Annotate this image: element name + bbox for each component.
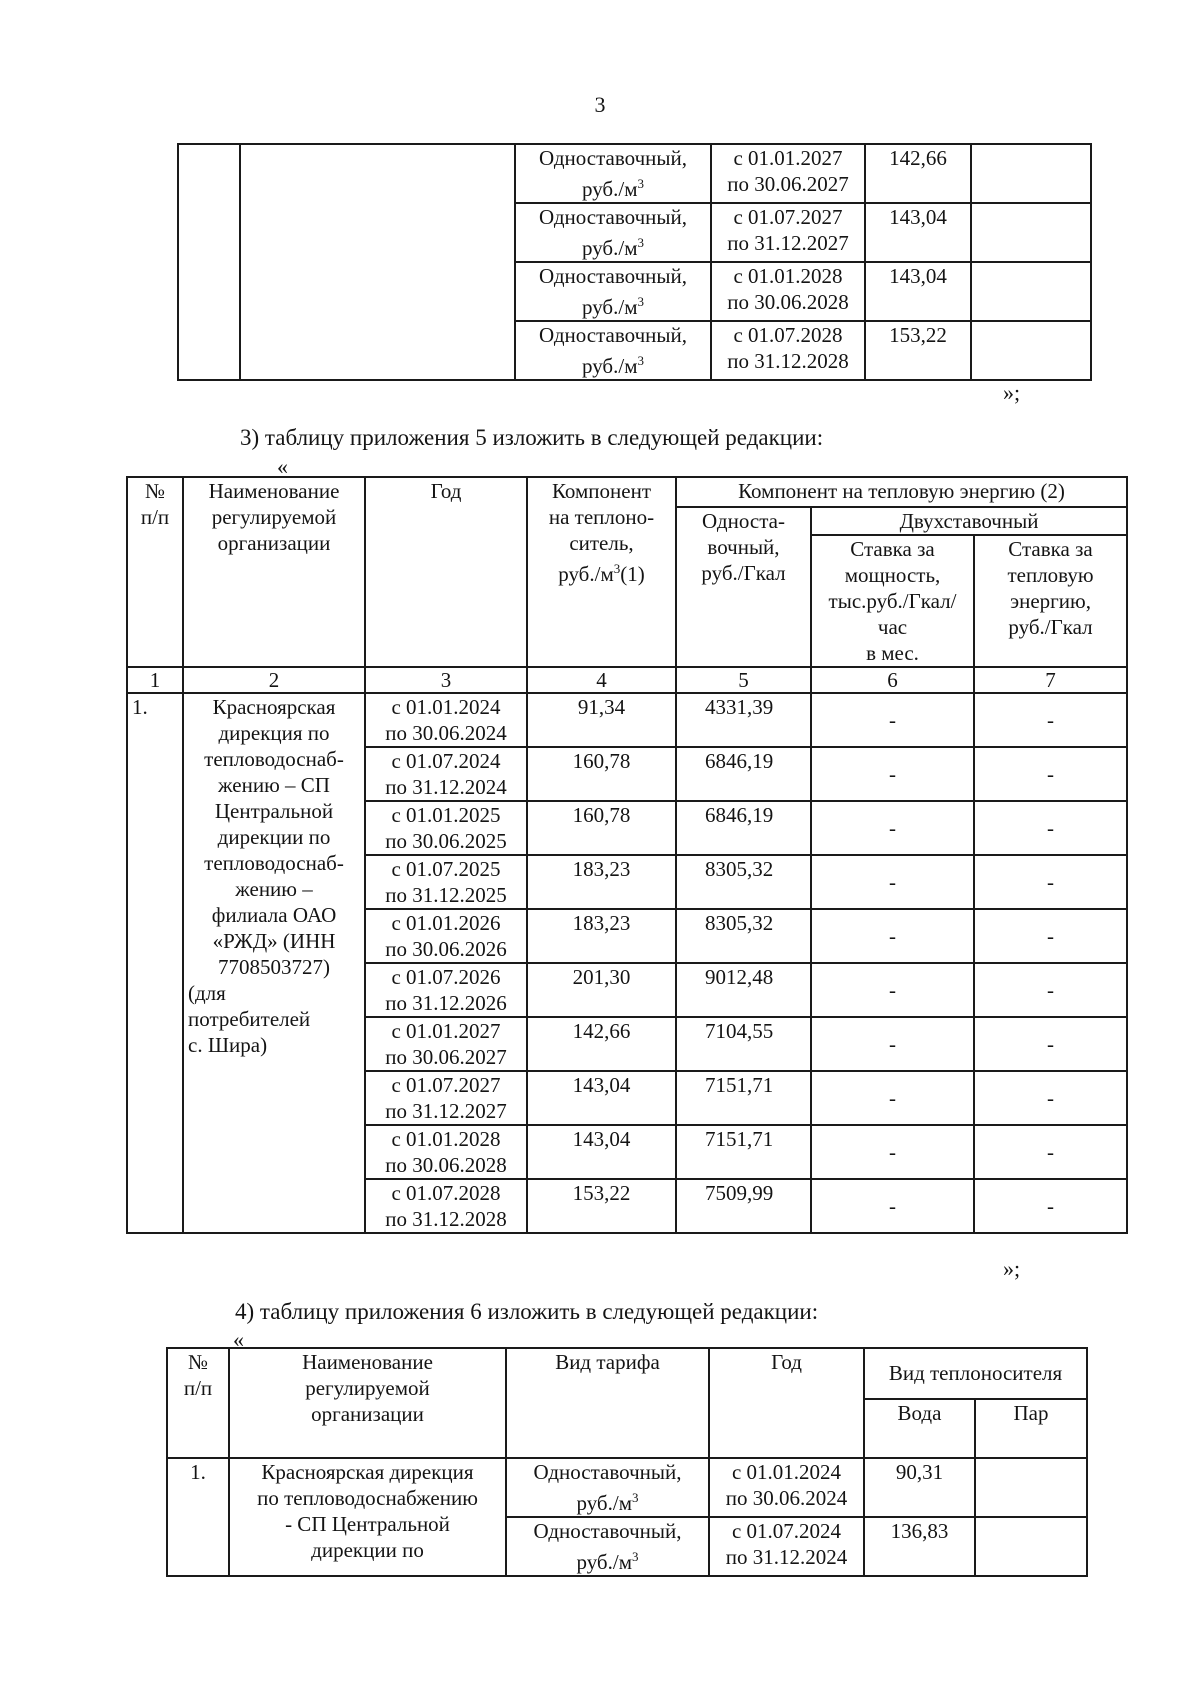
period-from: с 01.01.2028 bbox=[391, 1127, 501, 1151]
period-cell bbox=[711, 144, 865, 203]
period-to: по 30.06.2026 bbox=[385, 937, 507, 961]
period-cell bbox=[365, 693, 527, 747]
carrier-value: 183,23 bbox=[527, 855, 676, 909]
period-from: с 01.07.2024 bbox=[731, 1519, 842, 1543]
heat-rate-value: - bbox=[974, 801, 1127, 855]
header-organization: Наименование регулируемой организации bbox=[229, 1348, 506, 1458]
tariff-type: Одноставочный, bbox=[538, 323, 688, 347]
column-number: 7 bbox=[974, 667, 1127, 693]
number-cell bbox=[178, 144, 240, 380]
header-year: Год bbox=[365, 477, 527, 667]
period-cell bbox=[711, 321, 865, 380]
header-number: № п/п bbox=[127, 477, 183, 667]
header-single-rate: Односта- вочный, руб./Гкал bbox=[676, 507, 811, 667]
single-rate-value: 7104,55 bbox=[676, 1017, 811, 1071]
steam-value bbox=[975, 1458, 1087, 1517]
header-carrier-component: Компонент на теплоно- ситель, $руб./м^3(1)$ bbox=[527, 477, 676, 667]
period-cell bbox=[365, 1125, 527, 1179]
heat-rate-value: - bbox=[974, 963, 1127, 1017]
tariff-type: Одноставочный, bbox=[538, 205, 688, 229]
tariff-type: Одноставочный, bbox=[533, 1519, 682, 1543]
water-value: 90,31 bbox=[864, 1458, 975, 1517]
header-tariff-type: Вид тарифа bbox=[506, 1348, 709, 1458]
organization-line: тепловодоснаб- bbox=[204, 851, 344, 875]
period-from: с 01.01.2024 bbox=[391, 695, 501, 719]
empty-cell bbox=[971, 321, 1091, 380]
heat-rate-value: - bbox=[974, 693, 1127, 747]
steam-value bbox=[975, 1517, 1087, 1576]
header-heat-rate: Ставка за тепловую энергию, руб./Гкал bbox=[974, 535, 1127, 667]
organization-line: Красноярская bbox=[212, 695, 336, 719]
period-cell bbox=[365, 1071, 527, 1125]
value-cell: 142,66 bbox=[865, 144, 971, 203]
heat-rate-value: - bbox=[974, 1179, 1127, 1233]
row-number: 1. bbox=[167, 1458, 229, 1576]
organization-name bbox=[183, 693, 365, 1233]
capacity-rate-value: - bbox=[811, 855, 974, 909]
heat-rate-value: - bbox=[974, 1071, 1127, 1125]
carrier-value: 160,78 bbox=[527, 747, 676, 801]
tariff-type-cell bbox=[515, 203, 711, 262]
organization-line: «РЖД» (ИНН bbox=[212, 929, 336, 953]
period-to: по 31.12.2027 bbox=[727, 231, 849, 255]
single-rate-value: 6846,19 bbox=[676, 801, 811, 855]
carrier-value: 183,23 bbox=[527, 909, 676, 963]
single-rate-value: 7151,71 bbox=[676, 1125, 811, 1179]
heat-rate-value: - bbox=[974, 1125, 1127, 1179]
tariff-type-cell bbox=[506, 1517, 709, 1576]
period-cell bbox=[709, 1458, 864, 1517]
header-number: № п/п bbox=[167, 1348, 229, 1458]
period-to: по 31.12.2028 bbox=[727, 349, 849, 373]
tariff-type-cell bbox=[515, 321, 711, 380]
capacity-rate-value: - bbox=[811, 909, 974, 963]
heat-rate-value: - bbox=[974, 855, 1127, 909]
period-cell bbox=[365, 747, 527, 801]
single-rate-value: 7509,99 bbox=[676, 1179, 811, 1233]
organization-line: по тепловодоснабжению bbox=[257, 1486, 478, 1510]
period-to: по 31.12.2024 bbox=[385, 775, 507, 799]
period-cell bbox=[365, 855, 527, 909]
closing-quote-2: »; bbox=[1003, 1256, 1021, 1281]
header-steam: Пар bbox=[975, 1399, 1087, 1458]
table-row bbox=[178, 144, 1091, 203]
period-from: с 01.07.2028 bbox=[733, 323, 843, 347]
capacity-rate-value: - bbox=[811, 801, 974, 855]
period-from: с 01.07.2027 bbox=[733, 205, 843, 229]
heat-rate-value: - bbox=[974, 1017, 1127, 1071]
row-number: 1. bbox=[127, 693, 183, 1233]
column-number: 2 bbox=[183, 667, 365, 693]
period-to: по 31.12.2027 bbox=[385, 1099, 507, 1123]
carrier-value: 143,04 bbox=[527, 1071, 676, 1125]
header-water: Вода bbox=[864, 1399, 975, 1458]
capacity-rate-value: - bbox=[811, 693, 974, 747]
column-number: 3 bbox=[365, 667, 527, 693]
heat-rate-value: - bbox=[974, 747, 1127, 801]
organization-line: (для bbox=[188, 981, 226, 1005]
single-rate-value: 9012,48 bbox=[676, 963, 811, 1017]
organization-line: дирекция по bbox=[218, 721, 330, 745]
single-rate-value: 8305,32 bbox=[676, 909, 811, 963]
organization-line: с. Шира) bbox=[188, 1033, 268, 1057]
period-from: с 01.01.2025 bbox=[391, 803, 501, 827]
period-to: по 31.12.2028 bbox=[385, 1207, 507, 1231]
carrier-value: 160,78 bbox=[527, 801, 676, 855]
value-cell: 143,04 bbox=[865, 262, 971, 321]
period-cell bbox=[711, 262, 865, 321]
period-to: по 30.06.2024 bbox=[725, 1486, 848, 1510]
tariff-type: Одноставочный, bbox=[538, 146, 688, 170]
period-from: с 01.07.2025 bbox=[391, 857, 501, 881]
period-from: с 01.07.2026 bbox=[391, 965, 501, 989]
header-two-part: Двухставочный bbox=[811, 507, 1127, 535]
section3-instruction: 3) таблицу приложения 5 изложить в следующей редакции: bbox=[240, 425, 824, 450]
header-carrier-type: Вид теплоносителя bbox=[864, 1348, 1087, 1399]
continuation-table bbox=[177, 143, 1092, 381]
heat-rate-value: - bbox=[974, 909, 1127, 963]
organization-line: тепловодоснаб- bbox=[204, 747, 344, 771]
period-cell bbox=[365, 1179, 527, 1233]
organization-line: Центральной bbox=[214, 799, 334, 823]
carrier-value: 142,66 bbox=[527, 1017, 676, 1071]
single-rate-value: 4331,39 bbox=[676, 693, 811, 747]
period-cell bbox=[365, 909, 527, 963]
tariff-type: Одноставочный, bbox=[533, 1460, 682, 1484]
period-cell bbox=[365, 801, 527, 855]
period-from: с 01.07.2028 bbox=[391, 1181, 501, 1205]
closing-quote-1: »; bbox=[1003, 380, 1021, 405]
single-rate-value: 7151,71 bbox=[676, 1071, 811, 1125]
period-to: по 30.06.2027 bbox=[727, 172, 849, 196]
water-value: 136,83 bbox=[864, 1517, 975, 1576]
period-cell bbox=[365, 1017, 527, 1071]
empty-cell bbox=[971, 262, 1091, 321]
header-energy-component: Компонент на тепловую энергию (2) bbox=[676, 477, 1127, 507]
tariff-unit: $руб./м^3$ bbox=[581, 176, 644, 201]
value-cell: 143,04 bbox=[865, 203, 971, 262]
tariff-unit: $руб./м^3$ bbox=[581, 294, 644, 319]
tariff-type: Одноставочный, bbox=[538, 264, 688, 288]
single-rate-value: 6846,19 bbox=[676, 747, 811, 801]
tariff-type-cell bbox=[515, 262, 711, 321]
section4-instruction: 4) таблицу приложения 6 изложить в следующей редакции: bbox=[235, 1299, 819, 1324]
organization-line: потребителей bbox=[188, 1007, 311, 1031]
tariff-unit: $руб./м^3$ bbox=[576, 1549, 639, 1574]
single-rate-value: 8305,32 bbox=[676, 855, 811, 909]
carrier-value: 201,30 bbox=[527, 963, 676, 1017]
tariff-type-cell bbox=[506, 1458, 709, 1517]
period-from: с 01.07.2024 bbox=[391, 749, 501, 773]
period-cell bbox=[711, 203, 865, 262]
period-from: с 01.01.2026 bbox=[391, 911, 501, 935]
empty-cell bbox=[971, 203, 1091, 262]
period-to: по 30.06.2028 bbox=[385, 1153, 507, 1177]
tariff-unit: $руб./м^3$ bbox=[581, 235, 644, 260]
period-cell bbox=[365, 963, 527, 1017]
capacity-rate-value: - bbox=[811, 747, 974, 801]
tariff-type-cell bbox=[515, 144, 711, 203]
period-to: по 30.06.2025 bbox=[385, 829, 507, 853]
open-quote-2: « bbox=[277, 454, 288, 479]
capacity-rate-value: - bbox=[811, 963, 974, 1017]
column-number: 5 bbox=[676, 667, 811, 693]
organization-line: Красноярская дирекция bbox=[261, 1460, 474, 1484]
organization-line: жению – СП bbox=[218, 773, 330, 797]
tariff-unit: $руб./м^3$ bbox=[581, 353, 644, 378]
column-number: 6 bbox=[811, 667, 974, 693]
period-from: с 01.01.2024 bbox=[731, 1460, 842, 1484]
period-to: по 31.12.2026 bbox=[385, 991, 507, 1015]
capacity-rate-value: - bbox=[811, 1179, 974, 1233]
organization-name bbox=[229, 1458, 506, 1576]
carrier-value: 91,34 bbox=[527, 693, 676, 747]
period-to: по 30.06.2027 bbox=[385, 1045, 507, 1069]
tariff-table-appendix-6 bbox=[166, 1347, 1088, 1577]
capacity-rate-value: - bbox=[811, 1071, 974, 1125]
period-to: по 31.12.2025 bbox=[385, 883, 507, 907]
period-to: по 31.12.2024 bbox=[725, 1545, 848, 1569]
value-cell: 153,22 bbox=[865, 321, 971, 380]
header-capacity-rate: Ставка за мощность, тыс.руб./Гкал/ час в мес. bbox=[811, 535, 974, 667]
carrier-value: 143,04 bbox=[527, 1125, 676, 1179]
organization-line: дирекции по bbox=[217, 825, 331, 849]
organization-line: филиала ОАО bbox=[211, 903, 337, 927]
organization-line: 7708503727) bbox=[218, 955, 330, 979]
page-number: 3 bbox=[594, 92, 606, 117]
period-from: с 01.07.2027 bbox=[391, 1073, 501, 1097]
column-number: 4 bbox=[527, 667, 676, 693]
empty-cell bbox=[971, 144, 1091, 203]
period-from: с 01.01.2028 bbox=[733, 264, 843, 288]
capacity-rate-value: - bbox=[811, 1125, 974, 1179]
organization-line: дирекции по bbox=[311, 1538, 424, 1562]
organization-cell bbox=[240, 144, 515, 380]
period-from: с 01.01.2027 bbox=[733, 146, 843, 170]
column-number: 1 bbox=[127, 667, 183, 693]
header-organization: Наименование регулируемой организации bbox=[183, 477, 365, 667]
organization-line: жению – bbox=[235, 877, 313, 901]
table-row bbox=[167, 1458, 1087, 1517]
table-row bbox=[127, 693, 1127, 747]
period-to: по 30.06.2028 bbox=[727, 290, 849, 314]
carrier-value: 153,22 bbox=[527, 1179, 676, 1233]
period-to: по 30.06.2024 bbox=[385, 721, 507, 745]
tariff-unit: $руб./м^3$ bbox=[576, 1490, 639, 1515]
capacity-rate-value: - bbox=[811, 1017, 974, 1071]
header-year: Год bbox=[709, 1348, 864, 1458]
organization-line: - СП Центральной bbox=[285, 1512, 450, 1536]
open-quote-3: « bbox=[233, 1327, 244, 1352]
period-cell bbox=[709, 1517, 864, 1576]
period-from: с 01.01.2027 bbox=[391, 1019, 501, 1043]
tariff-table-appendix-5 bbox=[126, 476, 1128, 1234]
